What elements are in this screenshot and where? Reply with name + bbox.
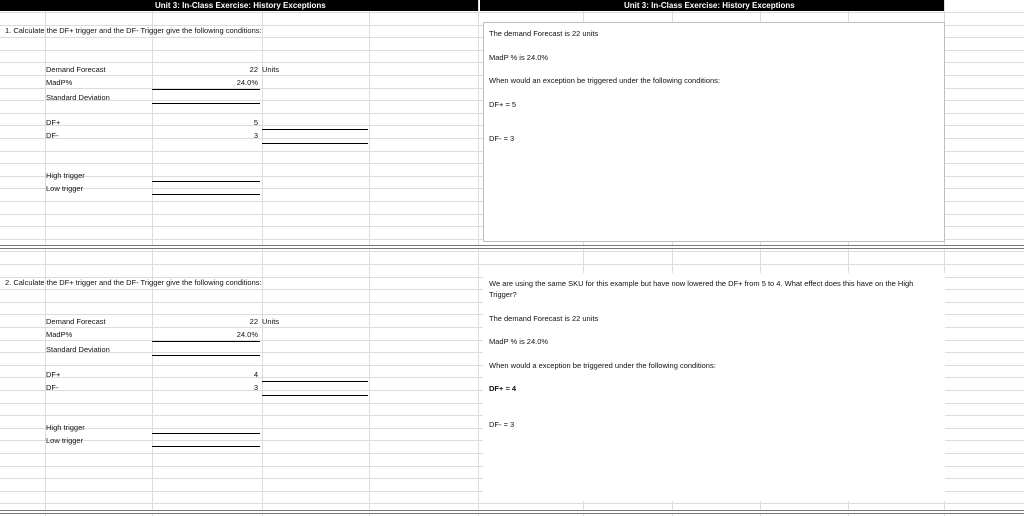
box2-line-dfp: DF+ = 4 [489, 384, 517, 393]
label-demand-forecast-1: Demand Forecast [46, 65, 106, 74]
box2-line-question: When would a exception be triggered under the following conditions: [489, 361, 716, 370]
high-trigger-input-2[interactable] [152, 433, 260, 434]
value-madp-1[interactable]: 24.0% [236, 78, 258, 87]
value-dfm-1[interactable]: 3 [253, 131, 258, 140]
value-demand-forecast-2[interactable]: 22 [249, 317, 258, 326]
grid-row-line [0, 12, 1024, 13]
grid-row-line [0, 503, 1024, 504]
label-high-trigger-1: High trigger [46, 171, 85, 180]
question-1: 1. Calculate the DF+ trigger and the DF- Trigger give the following conditions: [5, 26, 262, 35]
dfm-answer-input-2[interactable] [262, 395, 368, 396]
std-dev-input-2[interactable] [152, 355, 260, 356]
unit-label-2: Units [262, 317, 280, 326]
grid-col-line [478, 0, 479, 516]
grid-col-line [262, 0, 263, 516]
label-low-trigger-1: Low trigger [46, 184, 84, 193]
value-madp-2[interactable]: 24.0% [236, 330, 258, 339]
section-divider-2 [0, 510, 1024, 514]
box1-line-question: When would an exception be triggered under the following conditions: [489, 76, 720, 85]
label-madp-2: MadP% [46, 330, 73, 339]
section-divider-1 [0, 245, 1024, 249]
box1-line-dfp: DF+ = 5 [489, 100, 517, 109]
box2-line-madp: MadP % is 24.0% [489, 337, 549, 346]
title-bar-left [0, 0, 478, 11]
label-dfm-2: DF- [46, 383, 59, 392]
grid-row-line [0, 251, 1024, 252]
box2-line-dfm: DF- = 3 [489, 420, 515, 429]
box2-intro: We are using the same SKU for this example but have now lowered the DF+ from 5 to 4. What effect does this have on the High Trigger? [489, 279, 914, 299]
label-low-trigger-2: Low trigger [46, 436, 84, 445]
low-trigger-input-1[interactable] [152, 194, 260, 195]
box1-line-forecast: The demand Forecast is 22 units [489, 29, 599, 38]
box1-line-dfm: DF- = 3 [489, 134, 515, 143]
notes-box-1 [483, 22, 945, 242]
grid-row-line [0, 264, 1024, 265]
title-bar-right [480, 0, 944, 11]
label-std-dev-1: Standard Deviation [46, 93, 110, 102]
label-demand-forecast-2: Demand Forecast [46, 317, 106, 326]
value-dfp-2[interactable]: 4 [253, 370, 258, 379]
label-dfm-1: DF- [46, 131, 59, 140]
high-trigger-input-1[interactable] [152, 181, 260, 182]
grid-col-line [369, 0, 370, 516]
label-dfp-2: DF+ [46, 370, 61, 379]
box1-line-madp: MadP % is 24.0% [489, 53, 549, 62]
label-madp-1: MadP% [46, 78, 73, 87]
madp-underline-2 [152, 341, 260, 342]
label-dfp-1: DF+ [46, 118, 61, 127]
low-trigger-input-2[interactable] [152, 446, 260, 447]
title-left: Unit 3: In-Class Exercise: History Exceptions [155, 1, 326, 10]
notes-box-2 [483, 273, 945, 501]
std-dev-input-1[interactable] [152, 103, 260, 104]
value-demand-forecast-1[interactable]: 22 [249, 65, 258, 74]
question-2: 2. Calculate the DF+ trigger and the DF- Trigger give the following conditions: [5, 278, 262, 287]
value-dfp-1[interactable]: 5 [253, 118, 258, 127]
dfp-answer-input-1[interactable] [262, 129, 368, 130]
dfp-answer-input-2[interactable] [262, 381, 368, 382]
box2-line-forecast: The demand Forecast is 22 units [489, 314, 599, 323]
title-right: Unit 3: In-Class Exercise: History Exceptions [624, 1, 795, 10]
unit-label-1: Units [262, 65, 280, 74]
grid-col-line [152, 0, 153, 516]
label-std-dev-2: Standard Deviation [46, 345, 110, 354]
dfm-answer-input-1[interactable] [262, 143, 368, 144]
label-high-trigger-2: High trigger [46, 423, 85, 432]
madp-underline-1 [152, 89, 260, 90]
value-dfm-2[interactable]: 3 [253, 383, 258, 392]
